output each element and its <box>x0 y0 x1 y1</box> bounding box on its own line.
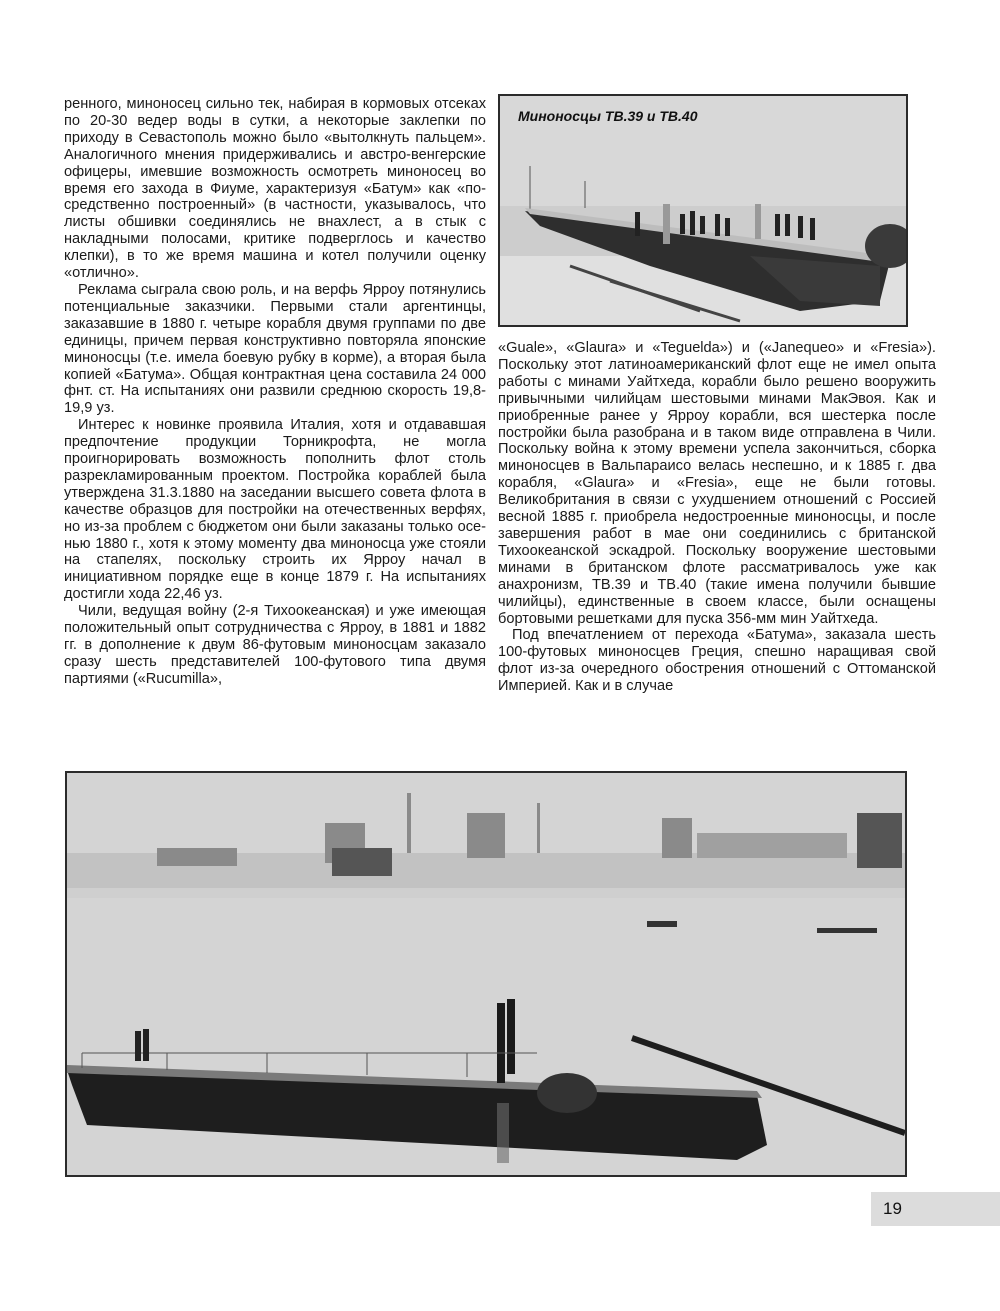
paragraph: Интерес к новинке проявила Италия, хотя и отдававшая предпочтение продукции Торникрофта, не могла проигнорировать возможность пополнить флот столь разрекламированным проектом. Постройка кораблей была утверждена 31.3.1880 на заседании высшего совета флота в качестве образцов для постройки на отечественных верфях, но из-за проблем с бюджетом они были заказаны только осенью 1880 г., хотя к этому моменту два миноносца уже стояли на стапелях, поскольку строить их Ярроу начал в инициативном порядке еще в конце 1879 г. На испытаниях достигли хода 22,46 уз. <box>64 417 486 603</box>
paragraph: Под впечатлением от перехода «Батума», заказала шесть 100-футовых миноносцев Греция, спешно наращивая свой флот из-за очередного обострения отношений с Оттоманской Империей. Как и в случае <box>498 627 936 695</box>
torpedo-boat-afloat-image <box>67 773 905 1175</box>
torpedo-boats-on-slipway-image <box>500 96 906 325</box>
page-number-box <box>871 1192 1000 1226</box>
torpedo-boat-on-river-photo <box>65 771 907 1177</box>
paragraph: Чили, ведущая войну (2-я Тихоокеанская) и уже имеющая положительный опыт сотрудничества с Ярроу, в 1881 и 1882 гг. в дополнение к двум 86-футовым миноносцам заказало сразу шесть представителей 100-футового типа двумя партиями («Rucumilla», <box>64 603 486 687</box>
paragraph: ренного, миноносец сильно тек, набирая в кормовых отсеках по 20-30 ведер воды в сутки, а некоторые заклепки по приходу в Севастополь можно было «вытолкнуть пальцем». Аналогичного мнения придерживались и австро-венгерские офицеры, имевшие возможность осмотреть миноносец во время его захода в Фиуме, характеризуя «Батум» как «посредственно построенный» (в частности, указывалось, что листы обшивки соединялись не внахлест, а в стык с накладными полосами, критике подверглось и качество клепки), в то же время машина и котел получили оценку «отлично». <box>64 96 486 282</box>
paragraph: Реклама сыграла свою роль, и на верфь Ярроу потянулись потенциальные заказчики. Первыми стали аргентинцы, заказавшие в 1880 г. четыре корабля двумя группами по две единицы, причем первая конструктивно повторяла японские миноносцы (т.е. имела боевую рубку в корме), а вторая была копией «Батума». Общая контрактная цена составила 24 000 фнт. ст. На испытаниях они развили среднюю скорость 19,8-19,9 уз. <box>64 281 486 417</box>
photo-caption: Миноносцы TB.39 и TB.40 <box>518 108 698 124</box>
page-number: 19 <box>883 1199 902 1218</box>
torpedo-boats-photo <box>498 94 908 327</box>
paragraph: «Guale», «Glaura» и «Teguelda») и («Janequeo» и «Fresia»). Поскольку этот латиноамериканский флот еще не имел опыта работы с минами Уайтхеда, корабли было решено вооружить привычными чилийцам шестовыми минами МакЭвоя. Как и приобренные ранее у Ярроу корабли, вся шестерка после постройки была разобрана и в таком виде отправлена в Чили. Поскольку война к этому времени успела закончиться, сборка миноносцев в Вальпараисо велась неспешно, и к 1885 г. два корабля, «Glaura» и «Fresia», еще не были готовы. Великобритания в связи с ухудшением отношений с Россией весной 1885 г. приобрела недостроенные миноносцы, и после завершения работ в мае они соединились с британской Тихоокеанской эскадрой. Поскольку вооружение шестовыми минами в британском флоте рассматривалось уже как анахронизм, TB.39 и TB.40 (такие имена получили бывшие чилийцы), единственные в своем классе, были оснащены бортовыми решетками для пуска 356-мм мин Уайтхеда. <box>498 340 936 627</box>
left-text-column <box>64 96 486 688</box>
right-text-column <box>498 340 936 695</box>
